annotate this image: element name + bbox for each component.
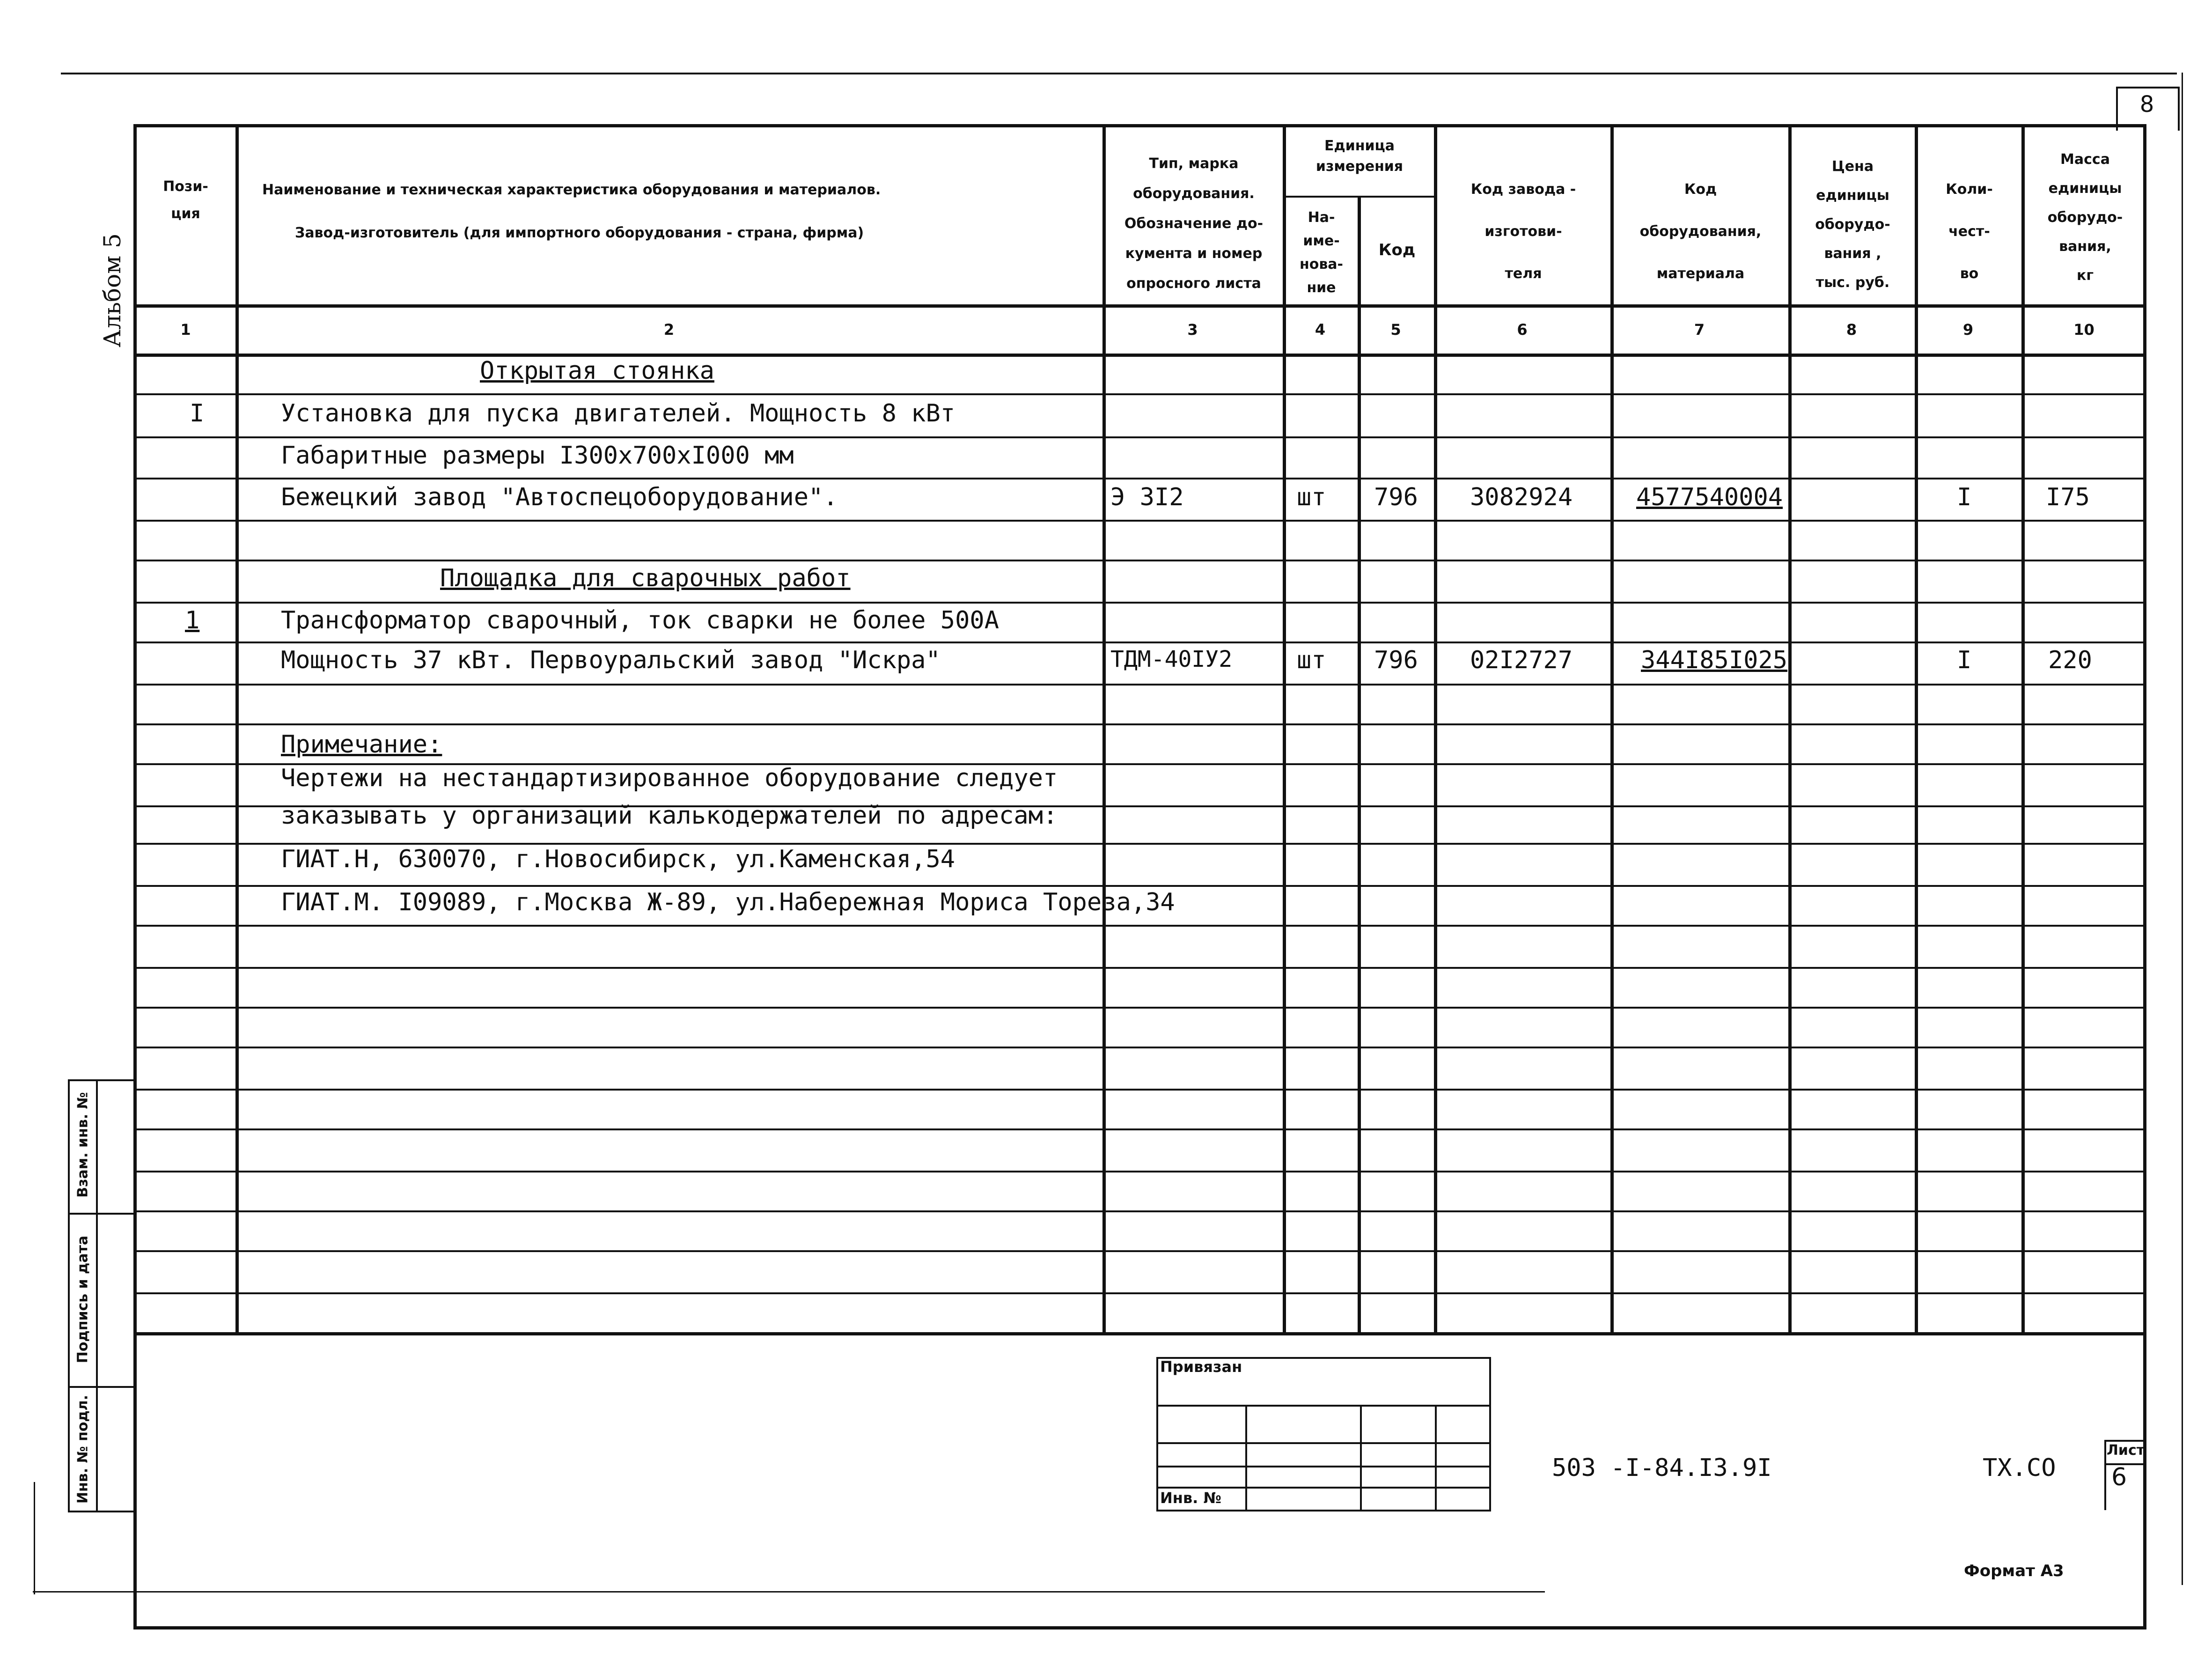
- row3-mass: I75: [2046, 483, 2090, 511]
- colnum-10: 10: [2073, 321, 2094, 339]
- colnum-3: 3: [1187, 321, 1198, 339]
- row-line: [133, 1128, 2146, 1130]
- colnum-5: 5: [1390, 321, 1401, 339]
- row-line: [133, 684, 2146, 686]
- note-line-4: ГИАТ.М. I09089, г.Москва Ж-89, ул.Набережная Мориса Тореза,34: [281, 888, 1175, 916]
- row7-unit-code: 796: [1374, 646, 1418, 674]
- privyazan-line: [1156, 1442, 1491, 1444]
- section-title-open-parking: Открытая стоянка: [480, 357, 714, 385]
- inv-no-label: Инв. №: [1160, 1489, 1221, 1507]
- note-title: Примечание:: [281, 730, 442, 759]
- privyazan-col: [1245, 1405, 1247, 1512]
- row-line: [133, 520, 2146, 522]
- colnum-8: 8: [1846, 321, 1857, 339]
- header-col3: Тип, марка оборудования. Обозначение до- кумента и номер опросного листа: [1124, 155, 1264, 292]
- header-col5: Код: [1378, 241, 1416, 259]
- sheet-top-number: 8: [2139, 91, 2154, 118]
- side-stamp-inner-line: [96, 1079, 98, 1512]
- row-line: [133, 436, 2146, 438]
- row3-quantity: I: [1957, 483, 1972, 511]
- row7-mass: 220: [2048, 646, 2092, 674]
- header-col1: Пози- ция: [163, 178, 208, 222]
- header-col9: Коли- чест- во: [1946, 181, 1993, 282]
- document-code: ТХ.СО: [1983, 1454, 2056, 1482]
- row-line: [133, 560, 2146, 561]
- privyazan-line: [1156, 1405, 1491, 1407]
- row-line: [133, 1292, 2146, 1294]
- row7-name: Мощность 37 кВт. Первоуральский завод "Искра": [281, 646, 941, 674]
- row7-unit: шт: [1297, 646, 1326, 674]
- table-body-bottom: [133, 1332, 2146, 1335]
- row7-equipment-code: 344I85I025: [1641, 646, 1788, 674]
- section-title-welding-area: Площадка для сварочных работ: [440, 564, 851, 592]
- side-stamp-vzam: Взам. инв. №: [74, 1092, 91, 1198]
- header-unit-group: Единица измерения: [1315, 138, 1404, 175]
- privyazan-label: Привязан: [1160, 1358, 1242, 1376]
- row-line: [133, 602, 2146, 604]
- privyazan-col: [1435, 1405, 1437, 1512]
- sheet-number: 6: [2111, 1463, 2127, 1491]
- header-col4: На- име- нова- ние: [1299, 209, 1344, 296]
- row-line: [133, 885, 2146, 887]
- header-col8: Цена единицы оборудо- вания , тыс. руб.: [1815, 158, 1890, 291]
- row-line: [133, 1007, 2146, 1009]
- table-frame: [133, 124, 2146, 1630]
- colnum-4: 4: [1315, 321, 1326, 339]
- row-line: [133, 393, 2146, 395]
- side-stamp-podpis: Подпись и дата: [74, 1235, 91, 1364]
- sheet-label: Лист: [2107, 1442, 2145, 1459]
- row3-unit-code: 796: [1374, 483, 1418, 511]
- note-line-2: заказывать у организаций калькодержателей по адресам:: [281, 802, 1058, 830]
- row-line: [133, 925, 2146, 927]
- colnum-6: 6: [1517, 321, 1528, 339]
- row6-position: 1: [185, 606, 200, 634]
- colnum-9: 9: [1962, 321, 1974, 339]
- unit-group-divider: [1283, 196, 1434, 198]
- privyazan-line: [1156, 1487, 1491, 1489]
- row-line: [133, 1210, 2146, 1212]
- row3-name: Бежецкий завод "Автоспецоборудование".: [281, 483, 838, 511]
- header-col10: Масса единицы оборудо- вания, кг: [2047, 151, 2123, 284]
- row6-name: Трансформатор сварочный, ток сварки не более 500А: [281, 606, 999, 634]
- colnum-bottom-line: [133, 354, 2146, 357]
- album-label: Альбом 5: [99, 233, 126, 347]
- row3-equipment-code: 4577540004: [1636, 483, 1783, 511]
- row-line: [133, 1047, 2146, 1048]
- row1-name: Установка для пуска двигателей. Мощность 8 кВт: [281, 399, 955, 428]
- row1-position: I: [190, 399, 205, 428]
- row-line: [133, 723, 2146, 725]
- row-line: [133, 1250, 2146, 1252]
- row-line: [133, 478, 2146, 479]
- right-rule: [2182, 73, 2183, 1585]
- row7-quantity: I: [1957, 646, 1972, 674]
- row-line: [133, 1171, 2146, 1172]
- left-margin-rule: [34, 1482, 35, 1594]
- privyazan-col: [1360, 1405, 1362, 1512]
- document-designation: 503 -I-84.I3.9I: [1552, 1454, 1772, 1482]
- side-stamp-inv: Инв. № подл.: [74, 1394, 91, 1504]
- note-line-3: ГИАТ.Н, 630070, г.Новосибирск, ул.Каменская,54: [281, 845, 955, 873]
- colnum-2: 2: [663, 321, 675, 339]
- colnum-1: 1: [180, 321, 191, 339]
- note-line-1: Чертежи на нестандартизированное оборудование следует: [281, 764, 1058, 792]
- row-line: [133, 967, 2146, 969]
- row7-factory-code: 02I2727: [1470, 646, 1573, 674]
- row-line: [133, 641, 2146, 643]
- row7-type: ТДМ-40IУ2: [1110, 646, 1233, 672]
- header-col7: Код оборудования, материала: [1639, 181, 1762, 282]
- top-rule: [61, 73, 2177, 74]
- row2-name: Габаритные размеры I300х700хI000 мм: [281, 442, 794, 470]
- header-col2: Наименование и техническая характеристика оборудования и материалов. Завод-изготовитель (для импортного оборудования - страна, фирма): [262, 182, 881, 241]
- row-line: [133, 843, 2146, 845]
- colnum-7: 7: [1694, 321, 1705, 339]
- privyazan-line: [1156, 1466, 1491, 1467]
- row3-factory-code: 3082924: [1470, 483, 1573, 511]
- format-label: Формат А3: [1964, 1562, 2064, 1580]
- row3-type: Э 3I2: [1110, 483, 1184, 511]
- row-line: [133, 1089, 2146, 1091]
- header-col6: Код завода - изготови- теля: [1470, 181, 1576, 282]
- row3-unit: шт: [1297, 483, 1326, 511]
- header-bottom-line: [133, 304, 2146, 308]
